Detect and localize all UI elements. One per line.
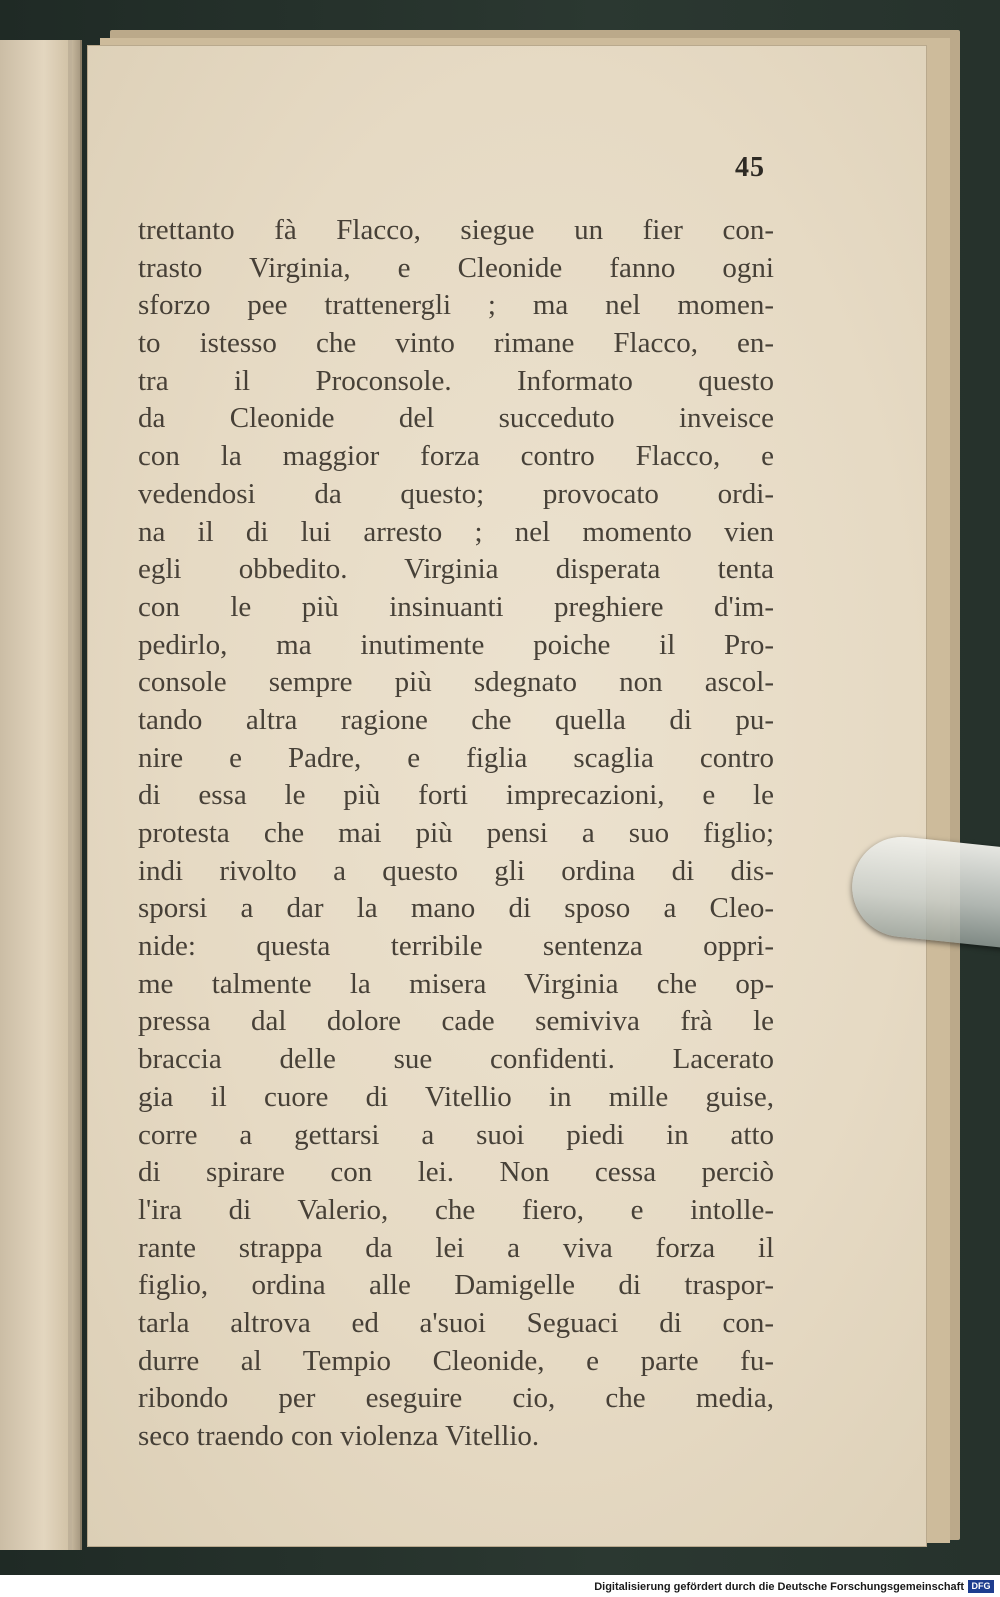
text-line: con la maggior forza contro Flacco, e (138, 440, 774, 473)
text-line: pressa dal dolore cade semiviva frà le (138, 1005, 774, 1038)
page-number: 45 (735, 152, 765, 183)
facing-page-edge (0, 40, 82, 1550)
text-line: corre a gettarsi a suoi piedi in atto (138, 1118, 774, 1151)
text-line: braccia delle sue confidenti. Lacerato (138, 1043, 774, 1076)
text-line: nide: questa terribile sentenza oppri- (138, 930, 774, 963)
text-line: tarla altrova ed a'suoi Seguaci di con- (138, 1306, 774, 1339)
text-line: di essa le più forti imprecazioni, e le (138, 779, 774, 812)
body-text (138, 212, 774, 1456)
text-line: tando altra ragione che quella di pu- (138, 703, 774, 736)
text-line: sporsi a dar la mano di sposo a Cleo- (138, 892, 774, 925)
text-line: seco traendo con violenza Vitellio. (138, 1420, 540, 1452)
text-line: ribondo per eseguire cio, che media, (138, 1382, 774, 1415)
text-line: na il di lui arresto ; nel momento vien (138, 515, 774, 548)
text-line: console sempre più sdegnato non ascol- (138, 666, 774, 699)
text-line: protesta che mai più pensi a suo figlio; (138, 817, 774, 849)
text-line: to istesso che vinto rimane Flacco, en- (138, 327, 774, 360)
text-line: con le più insinuanti preghiere d'im- (138, 590, 774, 623)
text-line: indi rivolto a questo gli ordina di dis- (138, 854, 774, 887)
text-line: da Cleonide del succeduto inveisce (138, 402, 774, 435)
text-line: l'ira di Valerio, che fiero, e intolle- (138, 1193, 774, 1226)
text-line: gia il cuore di Vitellio in mille guise, (138, 1080, 774, 1113)
text-line: di spirare con lei. Non cessa perciò (138, 1156, 774, 1189)
text-line: nire e Padre, e figlia scaglia contro (138, 741, 774, 774)
footer-bar (0, 1575, 1000, 1597)
text-line: sforzo pee trattenergli ; ma nel momen- (138, 289, 774, 322)
text-line: tra il Proconsole. Informato questo (138, 364, 774, 397)
text-line: pedirlo, ma inutimente poiche il Pro- (138, 628, 774, 661)
text-line: trasto Virginia, e Cleonide fanno ogni (138, 251, 774, 284)
text-line: figlio, ordina alle Damigelle di traspor- (138, 1269, 774, 1302)
text-line: trettanto fà Flacco, siegue un fier con- (138, 214, 774, 246)
text-line: egli obbedito. Virginia disperata tenta (138, 553, 774, 586)
text-line: rante strappa da lei a viva forza il (138, 1231, 774, 1264)
gutter-shadow (68, 40, 72, 1550)
dfg-logo: DFG (968, 1580, 994, 1593)
funding-credit: Digitalisierung gefördert durch die Deutsche Forschungsgemeinschaft (594, 1581, 964, 1593)
text-line: me talmente la misera Virginia che op- (138, 967, 774, 1000)
text-line: vedendosi da questo; provocato ordi- (138, 477, 774, 510)
text-line: durre al Tempio Cleonide, e parte fu- (138, 1344, 774, 1377)
